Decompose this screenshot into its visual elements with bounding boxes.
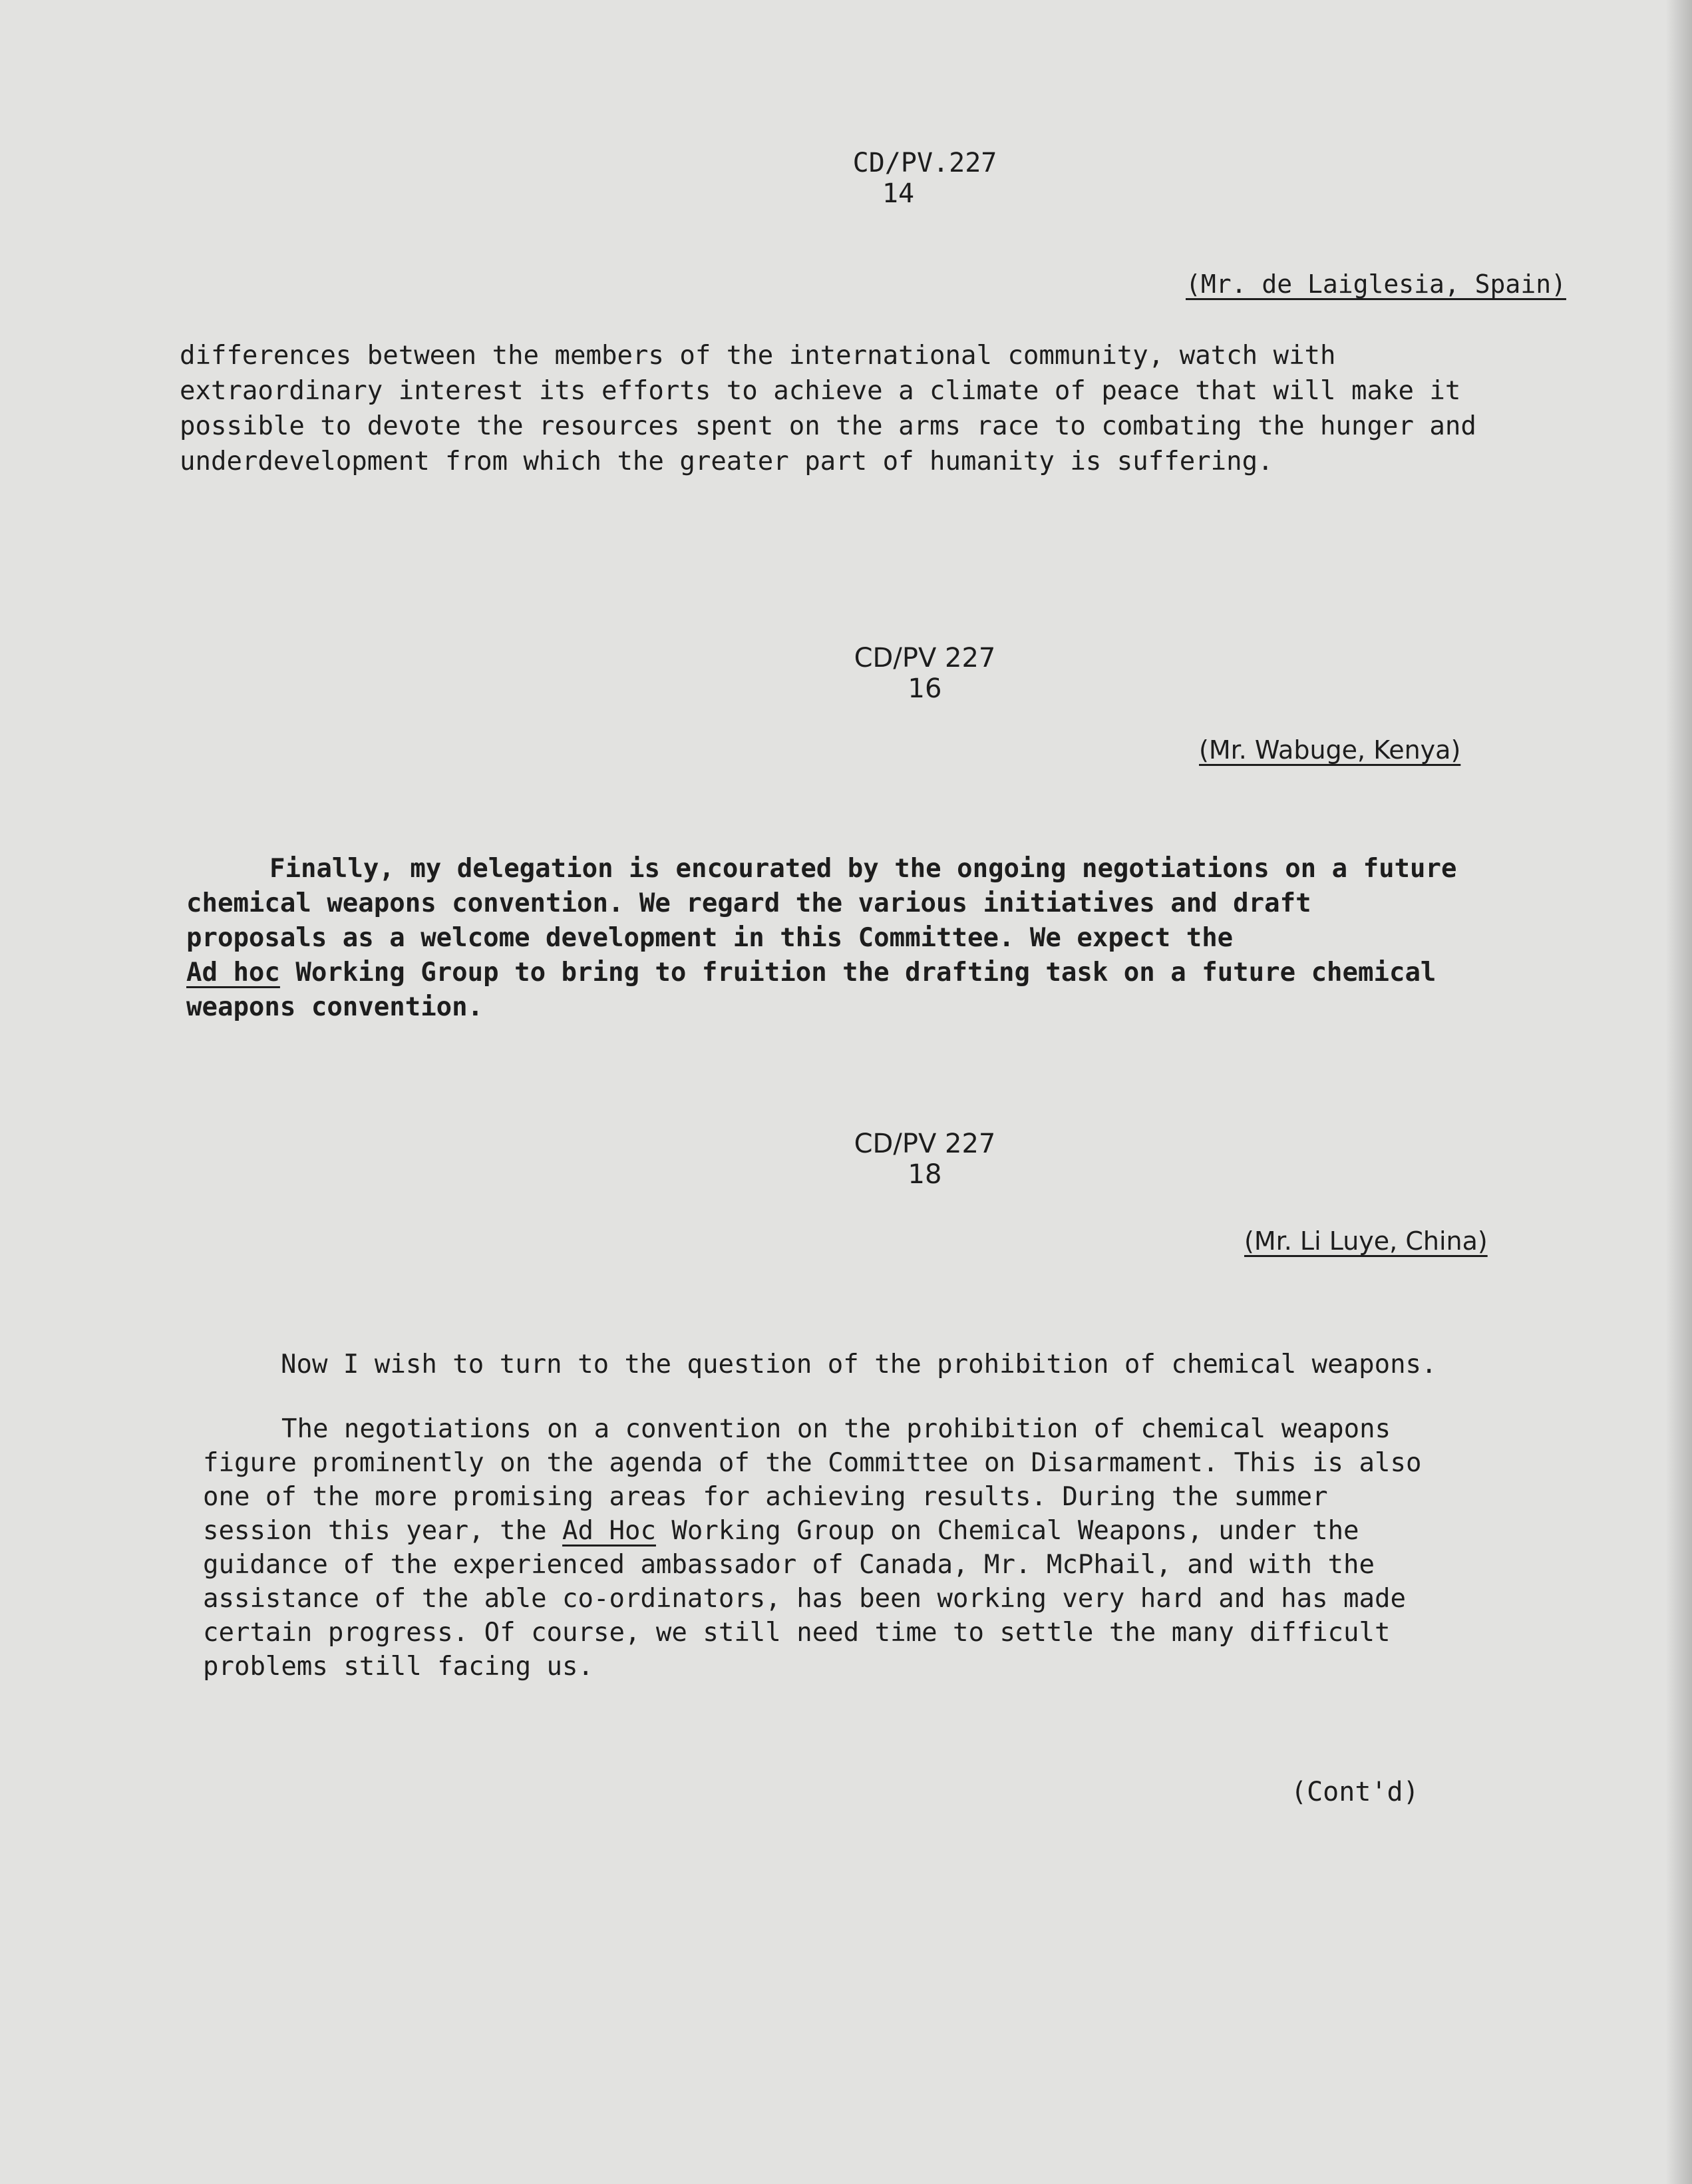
paragraph (203, 1412, 1421, 1684)
paragraph (180, 338, 1476, 479)
text-line: figure prominently on the agenda of the Committee on Disarmament. This is also (203, 1448, 1422, 1478)
page-number: 16 (908, 673, 942, 704)
page-edge-shadow (1665, 0, 1692, 2184)
text-line: possible to devote the resources spent on the arms race to combating the hunger and (180, 411, 1476, 441)
speaker-name: (Mr. Wabuge, Kenya) (1199, 735, 1461, 765)
text-line: differences between the members of the international community, watch with (180, 341, 1336, 371)
text-line: Now I wish to turn to the question of the prohibition of chemical weapons. (281, 1350, 1437, 1379)
paragraph (186, 852, 1456, 1025)
doc-reference (825, 1129, 1025, 1190)
text-line: chemical weapons convention. We regard the various initiatives and draft (186, 888, 1311, 918)
text-line: underdevelopment from which the greater part of humanity is suffering. (180, 447, 1273, 476)
doc-ref-code: CD/PV 227 (854, 1129, 996, 1159)
speaker-label (1199, 735, 1460, 765)
speaker-label (1186, 269, 1566, 299)
doc-reference (825, 643, 1025, 704)
text-line: one of the more promising areas for achieving results. During the summer (203, 1482, 1328, 1512)
speaker-name: (Mr. Li Luye, China) (1244, 1226, 1488, 1256)
continued-label: (Cont'd) (1291, 1777, 1419, 1807)
text-line: certain progress. Of course, we still need time to settle the many difficult (203, 1618, 1391, 1648)
underlined-phrase: Ad Hoc (562, 1516, 656, 1546)
text-line: assistance of the able co-ordinators, has been working very hard and has made (203, 1584, 1406, 1614)
paragraph (281, 1347, 1437, 1382)
doc-ref-code: CD/PV 227 (854, 643, 996, 673)
text-line: session this year, the Ad Hoc Working Group on Chemical Weapons, under the (203, 1516, 1359, 1546)
underlined-phrase: Ad hoc (186, 958, 280, 988)
page-number: 18 (908, 1159, 942, 1190)
page-number: 14 (882, 178, 915, 209)
doc-ref-code: CD/PV.227 (852, 148, 997, 178)
doc-reference (825, 148, 1025, 209)
speaker-label (1244, 1226, 1488, 1256)
text-line: The negotiations on a convention on the prohibition of chemical weapons (281, 1414, 1391, 1444)
text-line: Finally, my delegation is encourated by the ongoing negotiations on a future (269, 854, 1457, 884)
text-line: Ad hoc Working Group to bring to fruition the drafting task on a future chemical (186, 958, 1437, 988)
text-line: weapons convention. (186, 992, 484, 1022)
text-line: extraordinary interest its efforts to achieve a climate of peace that will make it (180, 376, 1461, 406)
speaker-name: (Mr. de Laiglesia, Spain) (1186, 270, 1566, 299)
text-line: problems still facing us. (203, 1652, 593, 1682)
text-line: proposals as a welcome development in this Committee. We expect the (186, 923, 1234, 953)
text-line: guidance of the experienced ambassador of Canada, Mr. McPhail, and with the (203, 1550, 1375, 1580)
